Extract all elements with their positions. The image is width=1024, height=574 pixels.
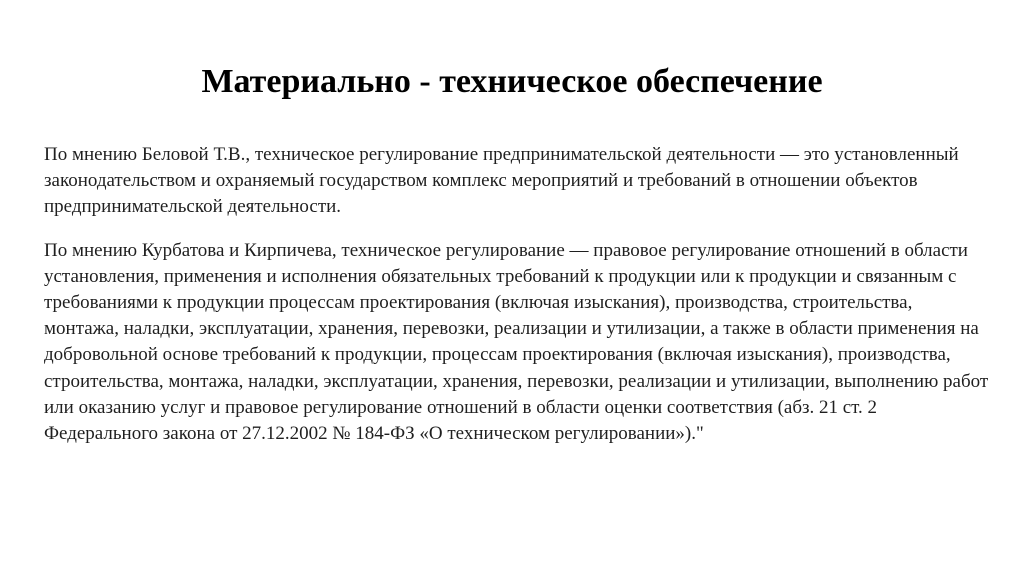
slide-body <box>44 142 989 447</box>
paragraph-belova: По мнению Беловой Т.В., техническое регулирование предпринимательской деятельности — это установленный законодательством и охраняемый государством комплекс мероприятий и требований в отношении объектов предпринимательской деятельности. <box>44 144 959 218</box>
paragraph-kurbatov-kirpichev: По мнению Курбатова и Кирпичева, техническое регулирование — правовое регулирование отношений в области установления, применения и исполнения обязательных требований к продукции или к продукции и связанным с требованиями к продукции процессам проектирования (включая изыскания), производства, строительства, монтажа, наладки, эксплуатации, хранения, перевозки, реализации и утилизации, а также в области применения на добровольной основе требований к продукции, процессам проектирования (включая изыскания), производства, строительства, монтажа, наладки, эксплуатации, хранения, перевозки, реализации и утилизации, выполнению работ или оказанию услуг и правовое регулирование отношений в области оценки соответствия (абз. 21 ст. 2 Федерального закона от 27.12.2002 № 184-ФЗ «О техническом регулировании»)." <box>44 239 989 445</box>
slide-title: Материально - техническое обеспечение <box>201 63 823 100</box>
